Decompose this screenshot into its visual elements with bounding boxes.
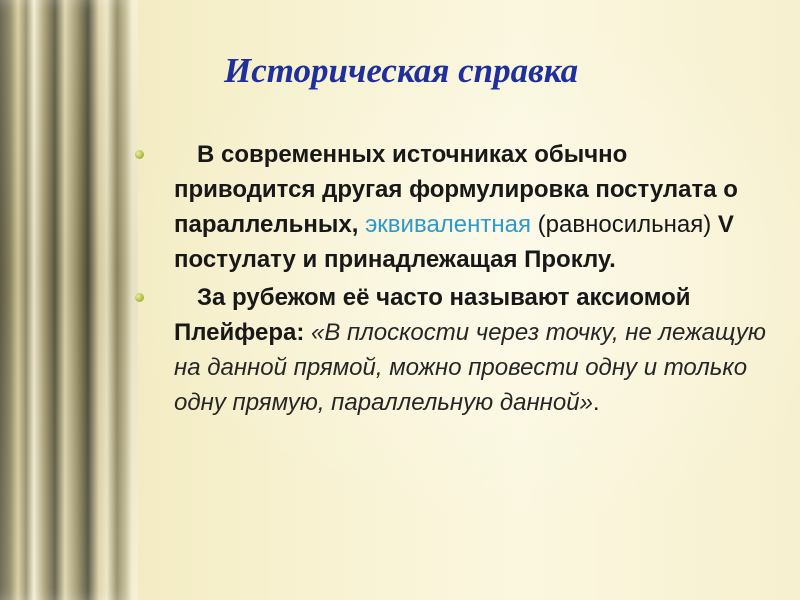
bullet-tail-text: постулату и принадлежащая Проклу. [174, 246, 616, 273]
slide-title: Историческая справка [224, 51, 579, 90]
bullet-item [135, 280, 775, 420]
curtain-decoration [0, 0, 138, 600]
bullet-dot-icon [135, 293, 144, 302]
sentence-end: . [592, 389, 600, 416]
bullet-dot-icon [135, 150, 144, 159]
axiom-quote: «В плоскости через точку, не лежащую на данной прямой, можно провести одну и только одну прямую, параллельную данной» [174, 319, 766, 416]
parenthetical-text: (равносильная) [537, 211, 712, 238]
bullet-item [135, 137, 775, 277]
roman-numeral: V [717, 211, 734, 238]
bullet-list [135, 137, 775, 537]
bullet-lead-text: В современных источниках обычно приводится другая формулировка постулата о параллельных, [174, 141, 738, 238]
term-highlight: эквивалентная [365, 211, 531, 238]
bullet-lead-text: За рубежом её часто называют аксиомой Плейфера: [174, 284, 691, 346]
